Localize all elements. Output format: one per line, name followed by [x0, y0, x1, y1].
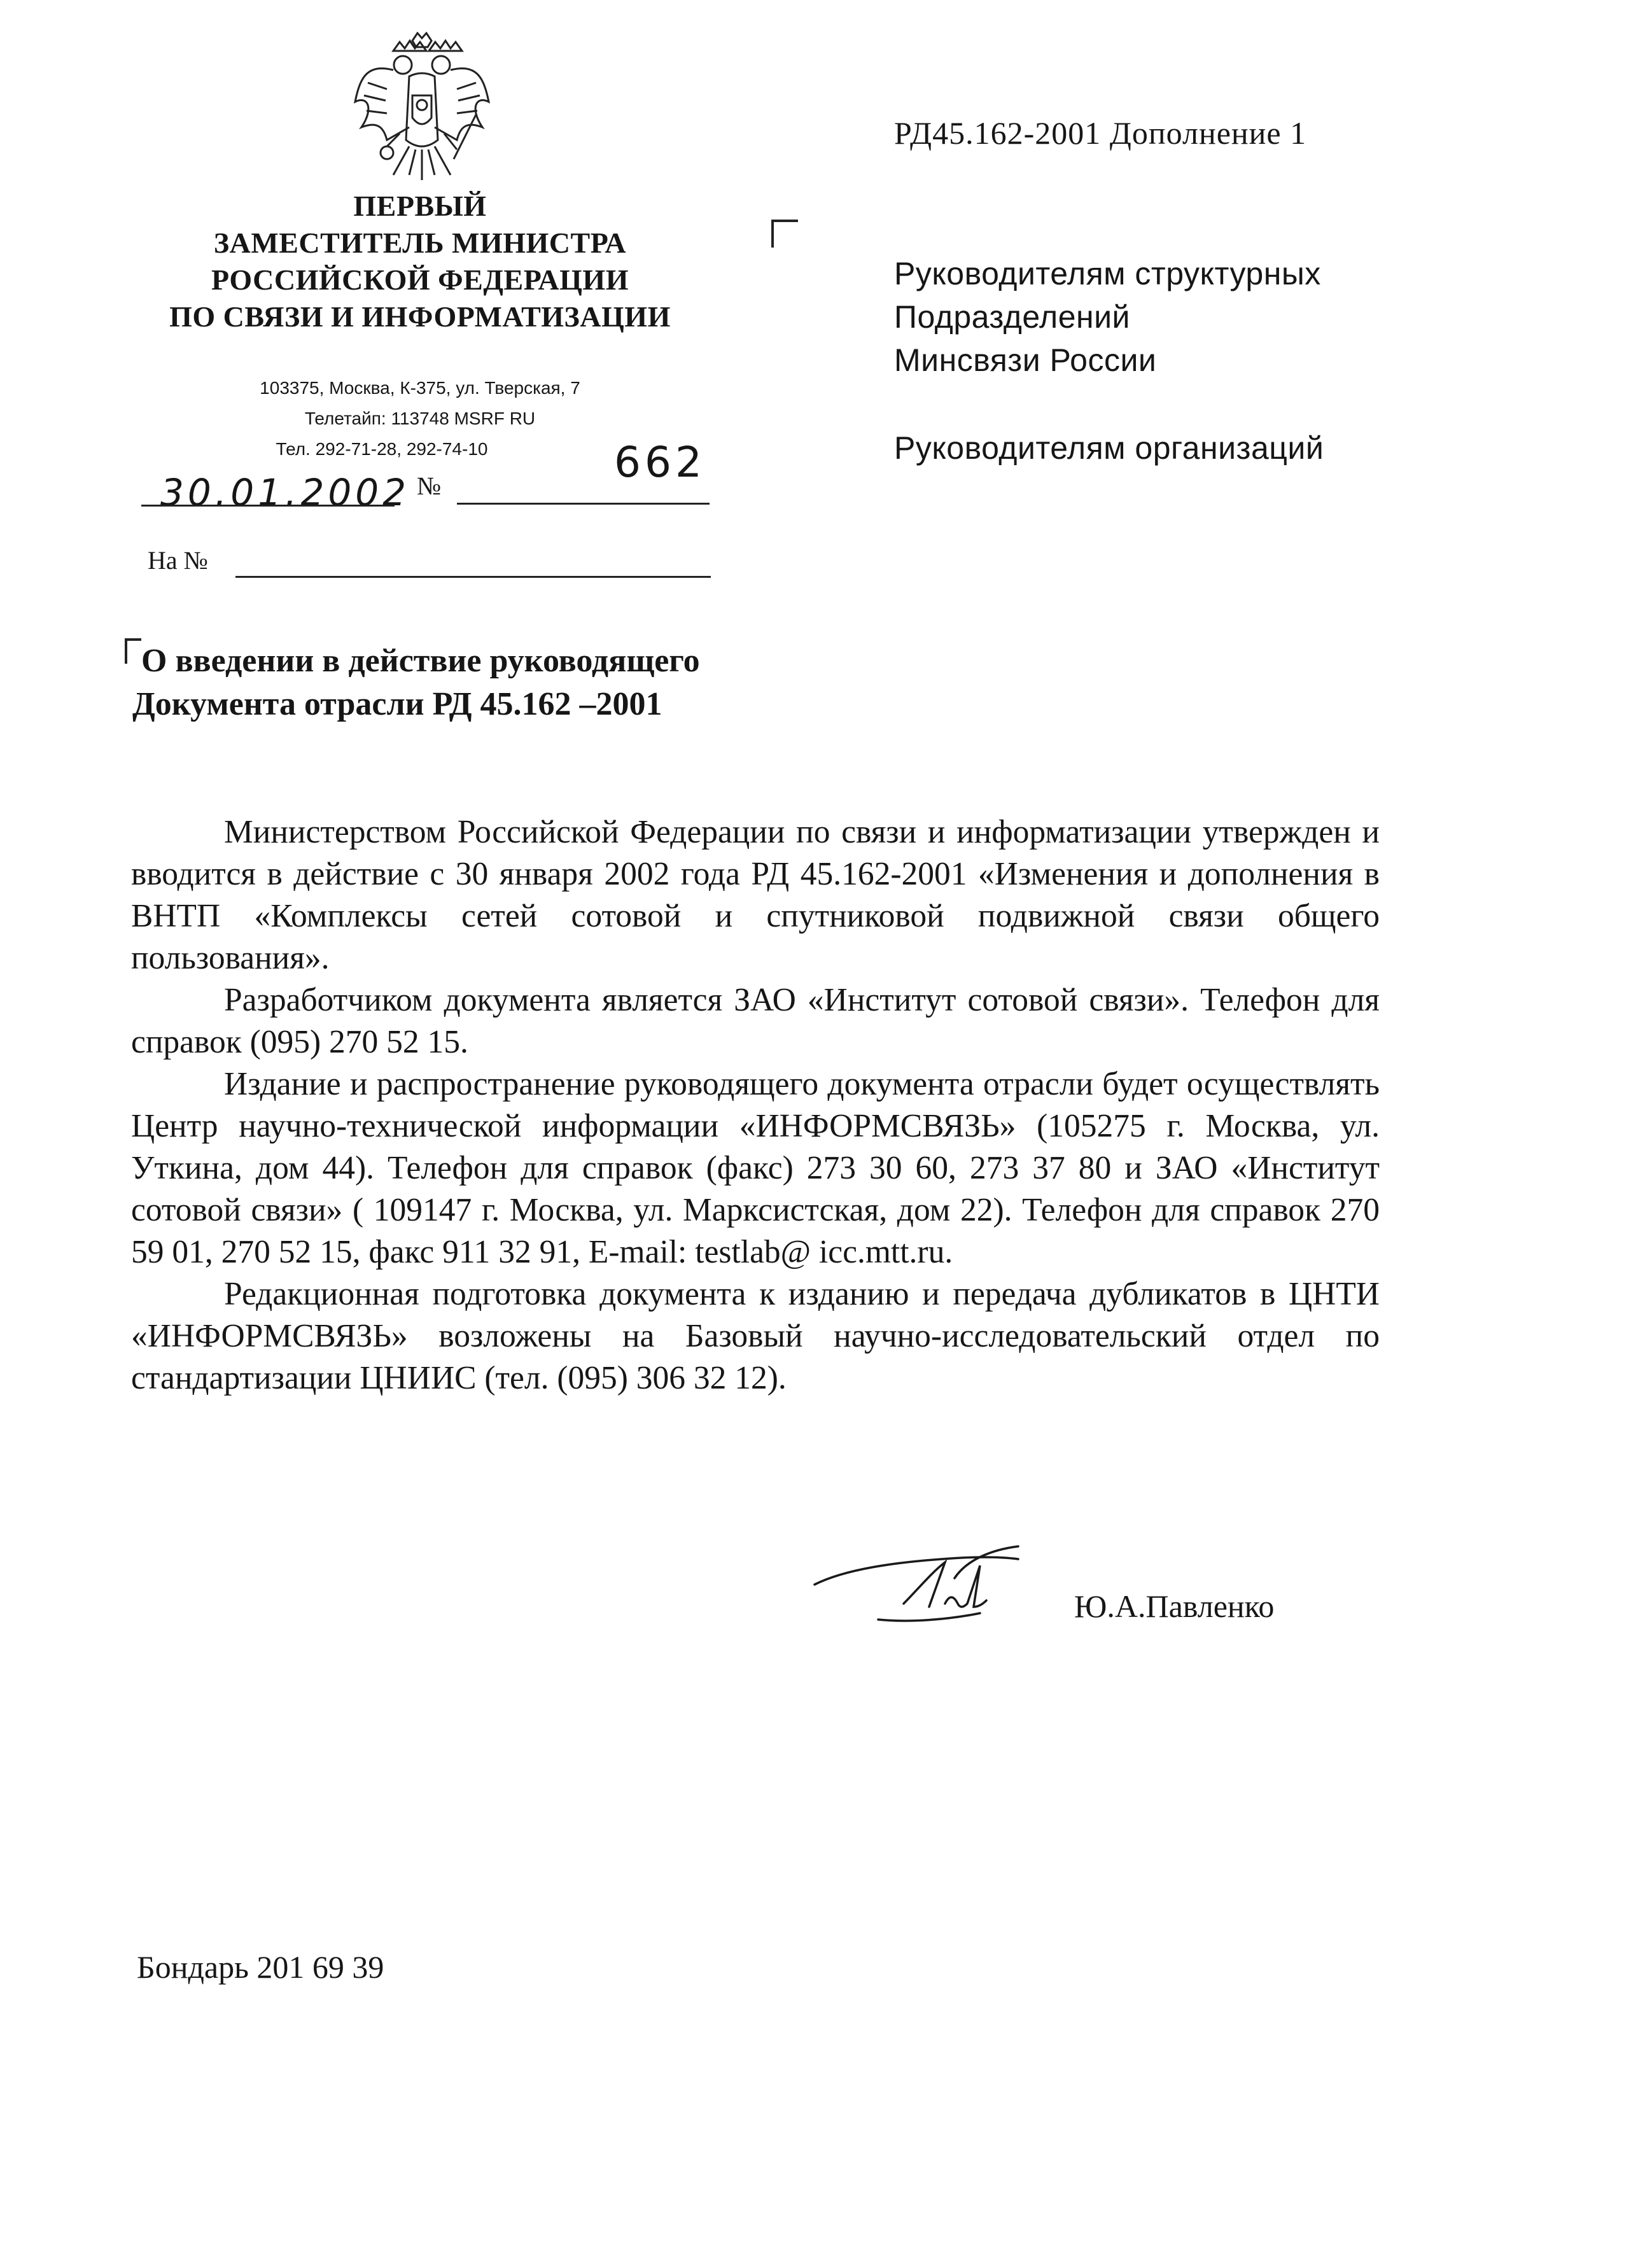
- signer-name: Ю.А.Павленко: [1074, 1588, 1275, 1624]
- document-code: РД45.162-2001 Дополнение 1: [894, 115, 1307, 151]
- reply-to-underline: [235, 576, 711, 578]
- sender-phone: Тел. 292-71-28, 292-74-10: [276, 439, 488, 459]
- registration-number: 662: [614, 438, 706, 487]
- body-paragraph: Редакционная подготовка документа к изданию и передача дубликатов в ЦНТИ «ИНФОРМСВЯЗЬ» возложены на Базовый научно-исследовательский отдел по стандартизации ЦНИИС (тел. (095) 306 32 12).: [131, 1276, 1380, 1396]
- letter-body: [131, 811, 1380, 1399]
- subject-corner-mark: [125, 638, 141, 664]
- sender-teletype: Телетайп: 113748 MSRF RU: [304, 409, 536, 428]
- sender-title-line: ПЕРВЫЙ: [353, 190, 487, 222]
- recipient-line: Подразделений: [894, 299, 1130, 335]
- footer-contact: Бондарь 201 69 39: [137, 1949, 384, 1985]
- sender-title-line: ПО СВЯЗИ И ИНФОРМАТИЗАЦИИ: [169, 300, 671, 333]
- sender-title-line: РОССИЙСКОЙ ФЕДЕРАЦИИ: [211, 263, 629, 296]
- registration-date: 30.01.2002: [160, 471, 410, 514]
- reply-to-label: На №: [148, 546, 208, 575]
- subject-line: О введении в действие руководящего: [141, 643, 700, 679]
- subject-line: Документа отрасли РД 45.162 –2001: [132, 686, 662, 722]
- body-paragraph: Министерством Российской Федерации по связи и информатизации утвержден и вводится в действие с 30 января 2002 года РД 45.162-2001 «Изменения и дополнения в ВНТП «Комплексы сетей сотовой и спутниковой подвижной связи общего пользования».: [131, 814, 1380, 976]
- handwritten-signature: [808, 1534, 1063, 1642]
- date-underline: [141, 505, 395, 507]
- number-underline: [457, 503, 710, 505]
- coat-of-arms-icon: [349, 32, 495, 185]
- body-paragraph: Разработчиком документа является ЗАО «Институт сотовой связи». Телефон для справок (095) 270 52 15.: [131, 982, 1380, 1060]
- sender-address: 103375, Москва, К-375, ул. Тверская, 7: [260, 378, 580, 398]
- recipient-line: Руководителям организаций: [894, 430, 1324, 466]
- sender-title-line: ЗАМЕСТИТЕЛЬ МИНИСТРА: [213, 227, 627, 259]
- body-paragraph: Издание и распространение руководящего документа отрасли будет осуществлять Центр научно-технической информации «ИНФОРМСВЯЗЬ» (105275 г. Москва, ул. Уткина, дом 44). Телефон для справок (факс) 273 30 60, 273 37 80 и ЗАО «Институт сотовой связи» ( 109147 г. Москва, ул. Марксистская, дом 22). Телефон для справок 270 59 01, 270 52 15, факс 911 32 91, E-mail: testlab@ icc.mtt.ru.: [131, 1066, 1380, 1270]
- recipient-corner-mark: [771, 220, 798, 248]
- number-label: №: [417, 472, 442, 500]
- recipient-line: Руководителям структурных: [894, 256, 1321, 291]
- recipient-line: Минсвязи России: [894, 342, 1157, 378]
